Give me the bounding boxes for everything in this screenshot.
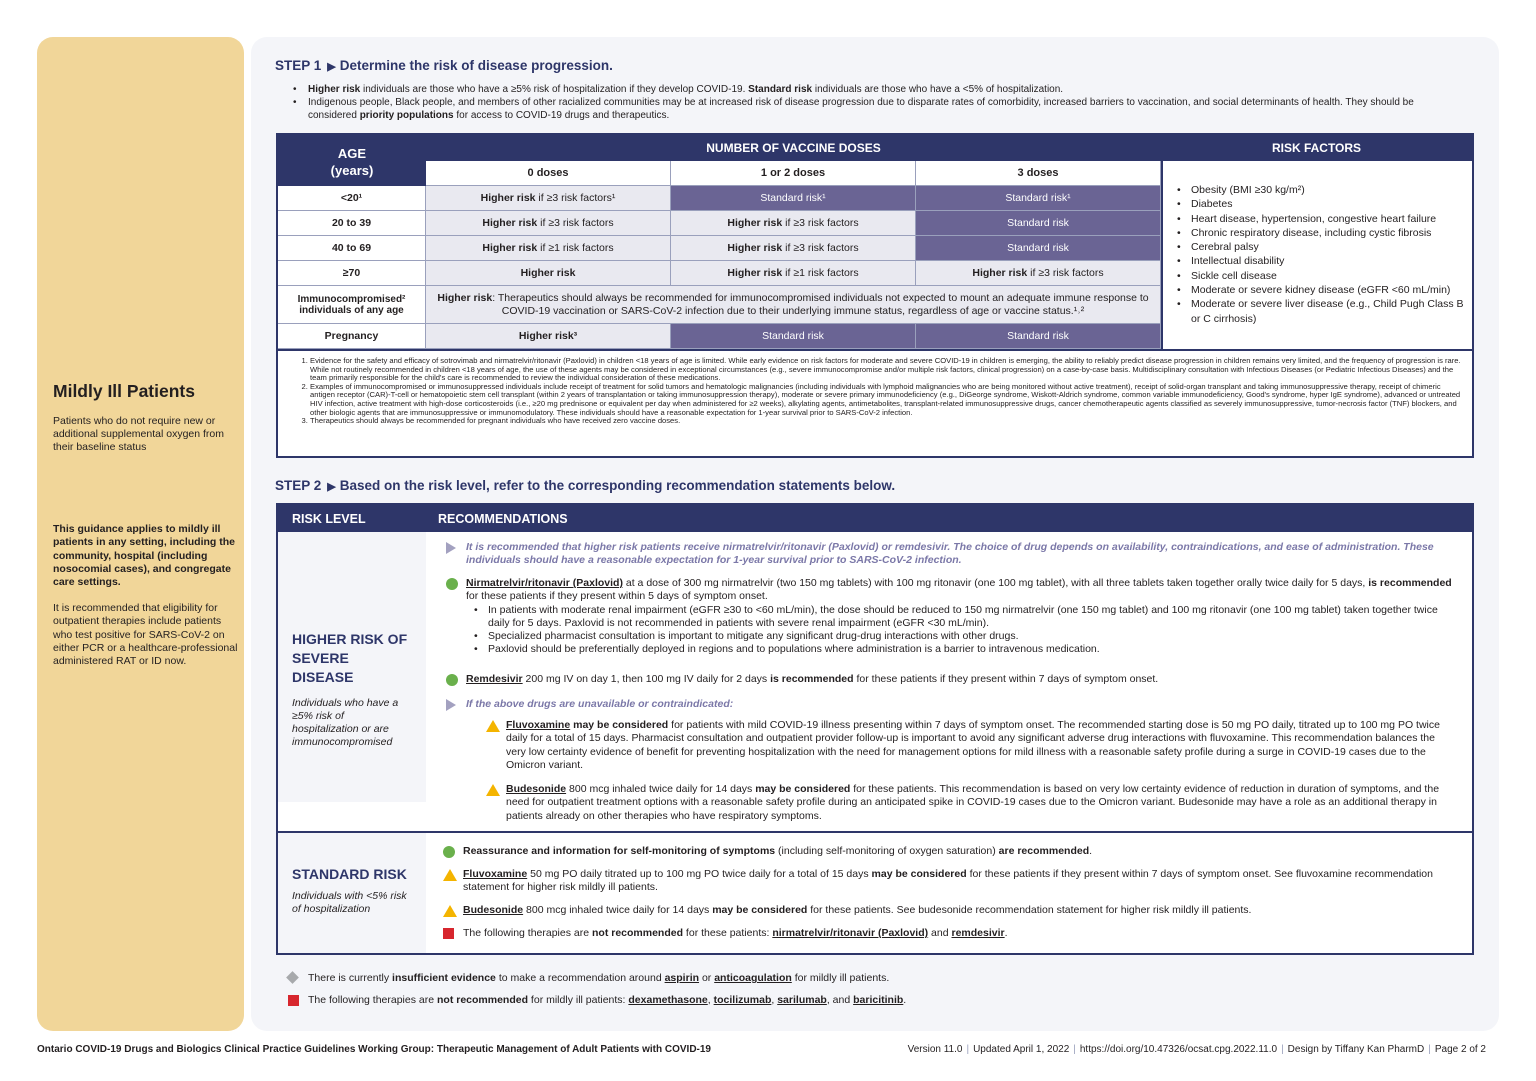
- version: Version 11.0: [907, 1044, 963, 1055]
- not-recommended-square-icon: [443, 928, 454, 939]
- paxlovid-note: • Specialized pharmacist consultation is important to mitigate any significant drug-drug interactions with other drugs.: [472, 630, 1461, 643]
- footnotes: [278, 349, 1472, 456]
- consider-triangle-icon: [486, 720, 500, 732]
- age-header: AGE (years): [278, 135, 426, 187]
- higher-risk-intro: It is recommended that higher risk patients receive nirmatrelvir/ritonavir (Paxlovid) or remdesivir. The choice of drug depends on availability, contraindications, and ease of administration. These individuals should have a reasonable expectation for 1-year survival prior to SARS-CoV-2 infection.: [466, 541, 1456, 568]
- risk-cell: Higher risk if ≥3 risk factors: [671, 236, 916, 261]
- section-divider: [278, 831, 1472, 833]
- risk-cell: Higher risk: [426, 261, 671, 286]
- recommendations-table: [276, 503, 1474, 955]
- age-cell: <20¹: [278, 186, 426, 211]
- step2-heading: [275, 478, 895, 493]
- paxlovid-note: • In patients with moderate renal impairment (eGFR ≥30 to <60 mL/min), the dose should be reduced to 150 mg nirmatrelvir (one 150 mg tablet) and 100 mg ritonavir (one 100 mg tablet) taken together twice daily for 5 days. Paxlovid is not recommended in patients with severe renal impairment (eGFR <30 mL/min).: [472, 604, 1461, 631]
- sidebar-eligibility-note: It is recommended that eligibility for outpatient therapies include patients who test positive for SARS-CoV-2 on either PCR or a healthcare-professional administered RAT or ID now.: [53, 602, 238, 668]
- risk-factor-item: • Moderate or severe kidney disease (eGFR <60 mL/min): [1175, 283, 1472, 297]
- recommended-dot-icon: [446, 578, 458, 590]
- step1-intro-list: [291, 83, 1461, 122]
- immuno-cell: Higher risk: Therapeutics should always be recommended for immunocompromised individuals not expected to mount an adequate immune response to COVID-19 vaccination or SARS-CoV-2 infection due to their underlying immune status, regardless of age or vaccine status.¹˒²: [426, 286, 1161, 324]
- paxlovid-recommendation: Nirmatrelvir/ritonavir (Paxlovid) at a dose of 300 mg nirmatrelvir (two 150 mg tablets) with 100 mg ritonavir (one 100 mg tablet), with all three tablets taken together orally twice daily for 5 days, is recommended for these patients if they present within 5 days of symptom onset. • In patients with moderate renal impairment (eGFR ≥30 to <60 mL/min), the dose should be reduced to 150 mg nirmatrelvir (one 150 mg tablet) and 100 mg ritonavir (one 100 mg tablet) taken together twice daily for 5 days. Paxlovid is not recommended in patients with severe renal impairment (eGFR <30 mL/min). • Specialized pharmacist consultation is important to mitigate any significant drug-drug interactions with other drugs. • Paxlovid should be preferentially deployed in regions and to populations where administration is a barrier to intravenous medication.: [466, 577, 1461, 657]
- risk-cell: Standard risk: [916, 236, 1161, 261]
- recommendations-header: [278, 505, 1472, 532]
- dose-col-1: 1 or 2 doses: [671, 161, 916, 186]
- play-icon: [446, 699, 456, 711]
- risk-cell: Standard risk: [916, 211, 1161, 236]
- risk-cell: Higher risk if ≥3 risk factors: [671, 211, 916, 236]
- risk-cell: Standard risk¹: [916, 186, 1161, 211]
- risk-factor-item: • Sickle cell disease: [1175, 269, 1472, 283]
- standard-not-recommended: The following therapies are not recommended for these patients: nirmatrelvir/ritonavir (Paxlovid) and remdesivir.: [463, 927, 1458, 940]
- risk-factor-item: • Heart disease, hypertension, congestive heart failure: [1175, 212, 1472, 226]
- risk-cell: Higher risk if ≥3 risk factors¹: [426, 186, 671, 211]
- budesonide-standard-recommendation: Budesonide 800 mcg inhaled twice daily for 14 days may be considered for these patients. See budesonide recommendation statement for higher risk mildly ill patients.: [463, 904, 1458, 917]
- play-icon: ▶: [327, 61, 336, 73]
- design-credit: Design by Tiffany Kan PharmD: [1287, 1044, 1425, 1055]
- consider-triangle-icon: [486, 784, 500, 796]
- sidebar: [37, 37, 244, 1031]
- page-number: Page 2 of 2: [1434, 1044, 1486, 1055]
- main-panel: [251, 37, 1499, 1031]
- insufficient-evidence-note: There is currently insufficient evidence to make a recommendation around aspirin or anticoagulation for mildly ill patients.: [308, 972, 889, 984]
- age-cell-pregnancy: Pregnancy: [278, 324, 426, 349]
- doi-link[interactable]: https://doi.org/10.47326/ocsat.cpg.2022.11.0: [1079, 1044, 1278, 1055]
- age-cell: 40 to 69: [278, 236, 426, 261]
- risk-factors-panel: [1161, 161, 1472, 349]
- risk-cell: Standard risk: [916, 324, 1161, 349]
- intro-bullet: • Indigenous people, Black people, and members of other racialized communities may be at increased risk of disease progression due to disparate rates of comorbidity, increased barriers to vaccination, and social determinants of health. They should be considered priority populations for access to COVID-19 drugs and therapeutics.: [291, 96, 1461, 122]
- risk-factors-header: RISK FACTORS: [1161, 135, 1472, 161]
- footnote: 1. Evidence for the safety and efficacy of sotrovimab and nirmatrelvir/ritonavir (Paxlovid) in children <18 years of age is limited. While early evidence on risk factors for moderate and severe COVID-19 in children is emerging, the ability to reliably predict disease progression in children remains very limited, and the frequency of progression is rare. While not routinely recommended in children <18 years of age, the use of these agents may be considered in exceptional circumstances (e.g., severe immunocompromise and/or multiple risk factors, clinical progression) on a case-by-case basis. Multidisciplinary consultation with Infectious Diseases (or Pediatric Infectious Diseases) and the team primarily responsible for the child's care is recommended to review the individual consideration of these medications.: [310, 357, 1464, 383]
- doses-header: NUMBER OF VACCINE DOSES: [426, 135, 1161, 161]
- standard-risk-label: STANDARD RISK Individuals with <5% risk of hospitalization: [278, 833, 426, 953]
- risk-level-header: RISK LEVEL: [292, 512, 366, 526]
- fluvoxamine-standard-recommendation: Fluvoxamine 50 mg PO daily titrated up to 100 mg PO twice daily for a total of 15 days may be considered for these patients if they present within 7 days of symptom onset. See fluvoxamine recommendation statement for higher risk mildly ill patients.: [463, 868, 1458, 895]
- risk-cell: Higher risk³: [426, 324, 671, 349]
- step1-title: Determine the risk of disease progression.: [339, 58, 613, 73]
- sidebar-guidance: This guidance applies to mildly ill patients in any setting, including the community, hospital (including nosocomial cases), and congregate care settings.: [53, 523, 236, 589]
- footer-meta: Version 11.0 | Updated April 1, 2022 | https://doi.org/10.47326/ocsat.cpg.2022.11.0 | Design by Tiffany Kan PharmD | Page 2 of 2: [907, 1044, 1486, 1055]
- footnote: 3. Therapeutics should always be recommended for pregnant individuals who have received zero vaccine doses.: [310, 417, 1464, 426]
- risk-cell: Higher risk if ≥3 risk factors: [426, 211, 671, 236]
- sidebar-description: Patients who do not require new or additional supplemental oxygen from their baseline status: [53, 415, 225, 453]
- paxlovid-note: • Paxlovid should be preferentially deployed in regions and to populations where administration is a barrier to intravenous medication.: [472, 643, 1461, 656]
- risk-cell: Standard risk¹: [671, 186, 916, 211]
- risk-cell: Higher risk if ≥3 risk factors: [916, 261, 1161, 286]
- not-recommended-square-icon: [288, 995, 299, 1006]
- step1-label: STEP 1: [275, 58, 322, 73]
- higher-risk-label: HIGHER RISK OF SEVERE DISEASE Individuals who have a ≥5% risk of hospitalization or are immunocompromised: [278, 532, 426, 802]
- consider-triangle-icon: [443, 869, 457, 881]
- risk-table: [276, 133, 1474, 458]
- updated-date: Updated April 1, 2022: [973, 1044, 1070, 1055]
- risk-cell: Standard risk: [671, 324, 916, 349]
- risk-factor-item: • Moderate or severe liver disease (e.g., Child Pugh Class B or C cirrhosis): [1175, 297, 1472, 326]
- dose-col-2: 3 doses: [916, 161, 1161, 186]
- age-cell-immunocompromised: Immunocompromised² individuals of any age: [278, 286, 426, 324]
- step2-title: Based on the risk level, refer to the corresponding recommendation statements below.: [339, 478, 896, 493]
- reassurance-recommendation: Reassurance and information for self-monitoring of symptoms (including self-monitoring of oxygen saturation) are recommended.: [463, 845, 1458, 858]
- risk-factor-item: • Obesity (BMI ≥30 kg/m²): [1175, 183, 1472, 197]
- recommended-dot-icon: [446, 674, 458, 686]
- risk-factor-item: • Cerebral palsy: [1175, 240, 1472, 254]
- step2-label: STEP 2: [275, 478, 322, 493]
- dose-col-0: 0 doses: [426, 161, 671, 186]
- step1-heading: [275, 58, 613, 73]
- mildly-ill-not-recommended-note: The following therapies are not recommended for mildly ill patients: dexamethasone, tocilizumab, sarilumab, and baricitinib.: [308, 994, 906, 1006]
- age-cell: 20 to 39: [278, 211, 426, 236]
- risk-factor-item: • Diabetes: [1175, 197, 1472, 211]
- sidebar-title: Mildly Ill Patients: [53, 381, 195, 401]
- risk-factor-item: • Chronic respiratory disease, including cystic fibrosis: [1175, 226, 1472, 240]
- budesonide-higher-recommendation: Budesonide 800 mcg inhaled twice daily for 14 days may be considered for these patients. This recommendation is based on very low certainty evidence of reduction in duration of symptoms, and the need for outpatient treatment options with a reasonable safety profile during an anticipated spike in COVID-19 cases due to the Omicron variant. Budesonide may have a role as an additional therapy in patients already on other therapies who have respiratory symptoms.: [506, 783, 1451, 823]
- consider-triangle-icon: [443, 905, 457, 917]
- age-cell: ≥70: [278, 261, 426, 286]
- risk-cell: Higher risk if ≥1 risk factors: [426, 236, 671, 261]
- footnote: 2. Examples of immunocompromised or immunosuppressed individuals include receipt of treatment for solid tumors and hematologic malignancies (including individuals with lymphoid malignancies who are being monitored without active treatment), receipt of solid-organ transplant and taking immunosuppressive therapy, receipt of chimeric antigen receptor (CAR)-T-cell or hematopoietic stem cell transplant (within 2 years of transplantation or taking immunosuppression therapy), moderate or severe primary immunodeficiency (e.g., DiGeorge syndrome, Wiskott-Aldrich syndrome, common variable immunodeficiency, Good's syndrome, hyper IgE syndrome), advanced or untreated HIV infection, active treatment with high-dose corticosteroids (i.e., ≥20 mg prednisone or equivalent per day when administered for ≥2 weeks), alkylating agents, antimetabolites, transplant-related immunosuppressive drugs, cancer chemotherapeutic agents classified as severely immunosuppressive, tumor-necrosis factor (TNF) blockers, and other biologic agents that are immunosuppressive or immunomodulatory. These individuals should have a reasonable expectation for 1-year survival prior to SARS-CoV-2 infection.: [310, 383, 1464, 417]
- footer-title: Ontario COVID-19 Drugs and Biologics Clinical Practice Guidelines Working Group: Therapeutic Management of Adult Patients with COVID-19: [37, 1044, 711, 1055]
- intro-bullet: • Higher risk individuals are those who have a ≥5% risk of hospitalization if they develop COVID-19. Standard risk individuals are those who have a <5% of hospitalization.: [291, 83, 1461, 96]
- play-icon: [446, 542, 456, 554]
- remdesivir-recommendation: Remdesivir 200 mg IV on day 1, then 100 mg IV daily for 2 days is recommended for these patients if they present within 7 days of symptom onset.: [466, 673, 1461, 686]
- play-icon: ▶: [327, 481, 336, 493]
- recommendations-col-header: RECOMMENDATIONS: [438, 512, 568, 526]
- fluvoxamine-higher-recommendation: Fluvoxamine may be considered for patients with mild COVID-19 illness presenting within 7 days of symptom onset. The recommended starting dose is 50 mg PO daily, titrated up to 100 mg PO twice daily for a total of 15 days. Pharmacist consultation and outpatient provider follow-up is important to avoid any significant adverse drug interactions with fluvoxamine. This recommendation balances the very low certainty evidence of benefit for preventing hospitalization with the need for management options for mild illness with a reasonable safety profile during a surge in COVID-19 cases due to the Omicron variant.: [506, 719, 1451, 772]
- recommended-dot-icon: [443, 846, 455, 858]
- alternative-intro: If the above drugs are unavailable or contraindicated:: [466, 698, 1461, 711]
- risk-cell: Higher risk if ≥1 risk factors: [671, 261, 916, 286]
- risk-factor-item: • Intellectual disability: [1175, 254, 1472, 268]
- insufficient-evidence-diamond-icon: [286, 971, 299, 984]
